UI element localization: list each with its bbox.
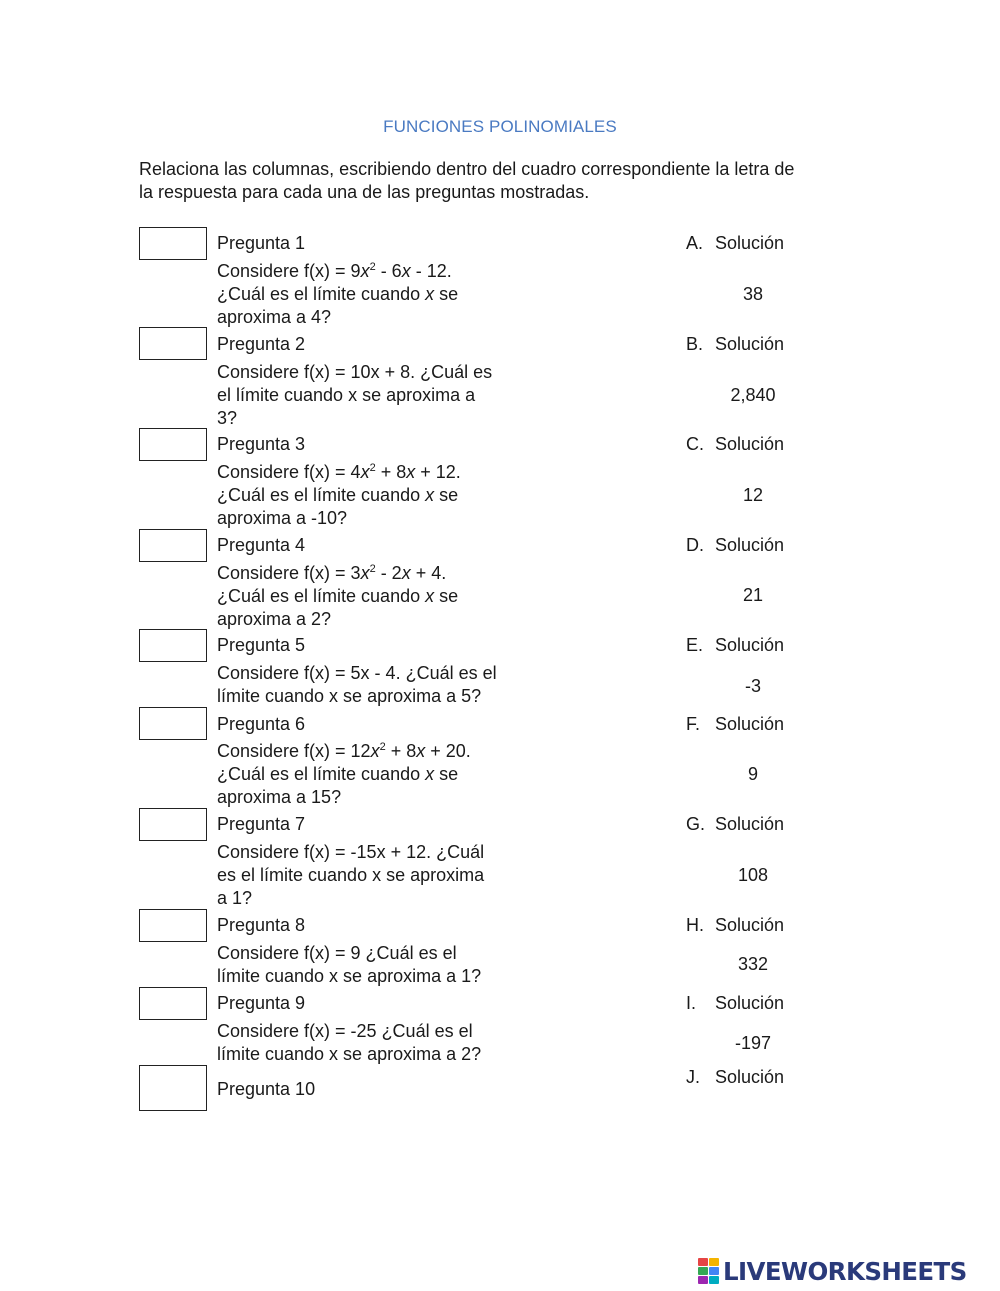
option-letter: C. [686,434,704,454]
option-label [686,333,784,356]
option-text: Solución [715,1067,785,1087]
answer-box-4[interactable] [139,529,207,562]
question-line: Considere $f(x) = 9x^2 - 6x - 12$. [217,261,452,281]
answer-box-2[interactable] [139,327,207,360]
logo-text: LIVEWORKSHEETS [723,1256,967,1286]
question-line: aproxima a 4? [217,307,332,327]
option-label [686,914,784,937]
question-text [217,942,481,988]
option-text: Solución [715,535,785,555]
option-letter: I. [686,993,697,1013]
option-text: Solución [715,334,785,354]
question-line: ¿Cuál es el límite cuando x se [217,485,459,505]
question-line: el límite cuando x se aproxima a [217,385,476,405]
instructions [139,158,879,204]
question-line: límite cuando x se aproxima a 1? [217,966,482,986]
question-text [217,841,484,910]
logo-block [709,1267,719,1275]
option-label [686,992,784,1015]
question-label: Pregunta 1 [217,233,306,253]
question-line: ¿Cuál es el límite cuando x se [217,284,459,304]
option-label [686,433,784,456]
instructions-line-2: la respuesta para cada una de las preguntas mostradas. [139,182,590,202]
option-letter: A. [686,233,704,253]
option-label [686,713,784,736]
option-value: -3 [744,676,761,696]
logo-block [698,1276,708,1284]
question-text [217,1020,481,1066]
question-label: Pregunta 5 [217,635,306,655]
question-line: límite cuando x se aproxima a 5? [217,686,482,706]
question-line: ¿Cuál es el límite cuando x se [217,586,459,606]
question-line: Considere f(x) = -25 ¿Cuál es el [217,1021,473,1041]
answer-box-9[interactable] [139,987,207,1020]
question-line: es el límite cuando x se aproxima [217,865,485,885]
question-line: Considere f(x) = 10x + 8. ¿Cuál es [217,362,493,382]
question-text [217,562,458,631]
option-value: -197 [734,1033,772,1053]
option-value: 21 [742,585,764,605]
page-title: FUNCIONES POLINOMIALES [383,117,617,136]
option-text: Solución [715,434,785,454]
answer-box-1[interactable] [139,227,207,260]
question-label: Pregunta 6 [217,714,306,734]
option-value: 108 [737,865,769,885]
question-line: Considere f(x) = -15x + 12. ¿Cuál [217,842,485,862]
option-letter: H. [686,915,704,935]
question-label: Pregunta 10 [217,1079,316,1099]
answer-box-10[interactable] [139,1065,207,1111]
option-label [686,534,784,557]
logo-block [698,1258,708,1266]
question-line: aproxima a 2? [217,609,332,629]
option-letter: D. [686,535,704,555]
option-value: 38 [742,284,764,304]
question-label: Pregunta 8 [217,915,306,935]
question-line: 3? [217,408,238,428]
question-line: aproxima a -10? [217,508,348,528]
option-text: Solución [715,814,785,834]
answer-box-7[interactable] [139,808,207,841]
question-text [217,260,458,329]
answer-box-6[interactable] [139,707,207,740]
option-text: Solución [715,714,785,734]
question-line: Considere f(x) = 9 ¿Cuál es el [217,943,457,963]
question-line: Considere $f(x) = 12x^2 + 8x + 20$. [217,741,471,761]
logo-blocks-icon [698,1258,720,1284]
question-text [217,461,461,530]
option-label [686,232,784,255]
option-letter: J. [686,1067,701,1087]
question-label: Pregunta 2 [217,334,306,354]
option-value: 332 [737,954,769,974]
option-letter: G. [686,814,706,834]
option-value: 12 [742,485,764,505]
option-value: 9 [747,764,758,784]
option-value: 2,840 [730,385,776,405]
answer-box-8[interactable] [139,909,207,942]
question-label: Pregunta 7 [217,814,306,834]
liveworksheets-logo [698,1256,967,1286]
question-label: Pregunta 3 [217,434,306,454]
answer-box-3[interactable] [139,428,207,461]
logo-block [709,1276,719,1284]
question-line: aproxima a 15? [217,787,342,807]
option-label [686,1066,784,1089]
option-text: Solución [715,993,785,1013]
question-label: Pregunta 4 [217,535,306,555]
question-text [217,361,492,430]
option-label [686,813,784,836]
option-letter: F. [686,714,701,734]
option-label [686,634,784,657]
option-letter: E. [686,635,704,655]
question-text [217,740,471,809]
question-line: Considere $f(x) = 3x^2 - 2x + 4$. [217,563,447,583]
instructions-line-1: Relaciona las columnas, escribiendo dentro del cuadro correspondiente la letra de [139,159,795,179]
option-text: Solución [715,233,785,253]
question-line: Considere f(x) = 5x - 4. ¿Cuál es el [217,663,497,683]
logo-block [698,1267,708,1275]
option-text: Solución [715,635,785,655]
question-text [217,662,497,708]
question-line: Considere $f(x) = 4x^2 + 8x + 12$. [217,462,461,482]
logo-block [709,1258,719,1266]
question-label: Pregunta 9 [217,993,306,1013]
option-letter: B. [686,334,704,354]
option-text: Solución [715,915,785,935]
answer-box-5[interactable] [139,629,207,662]
question-line: límite cuando x se aproxima a 2? [217,1044,482,1064]
question-line: ¿Cuál es el límite cuando x se [217,764,459,784]
question-line: a 1? [217,888,253,908]
